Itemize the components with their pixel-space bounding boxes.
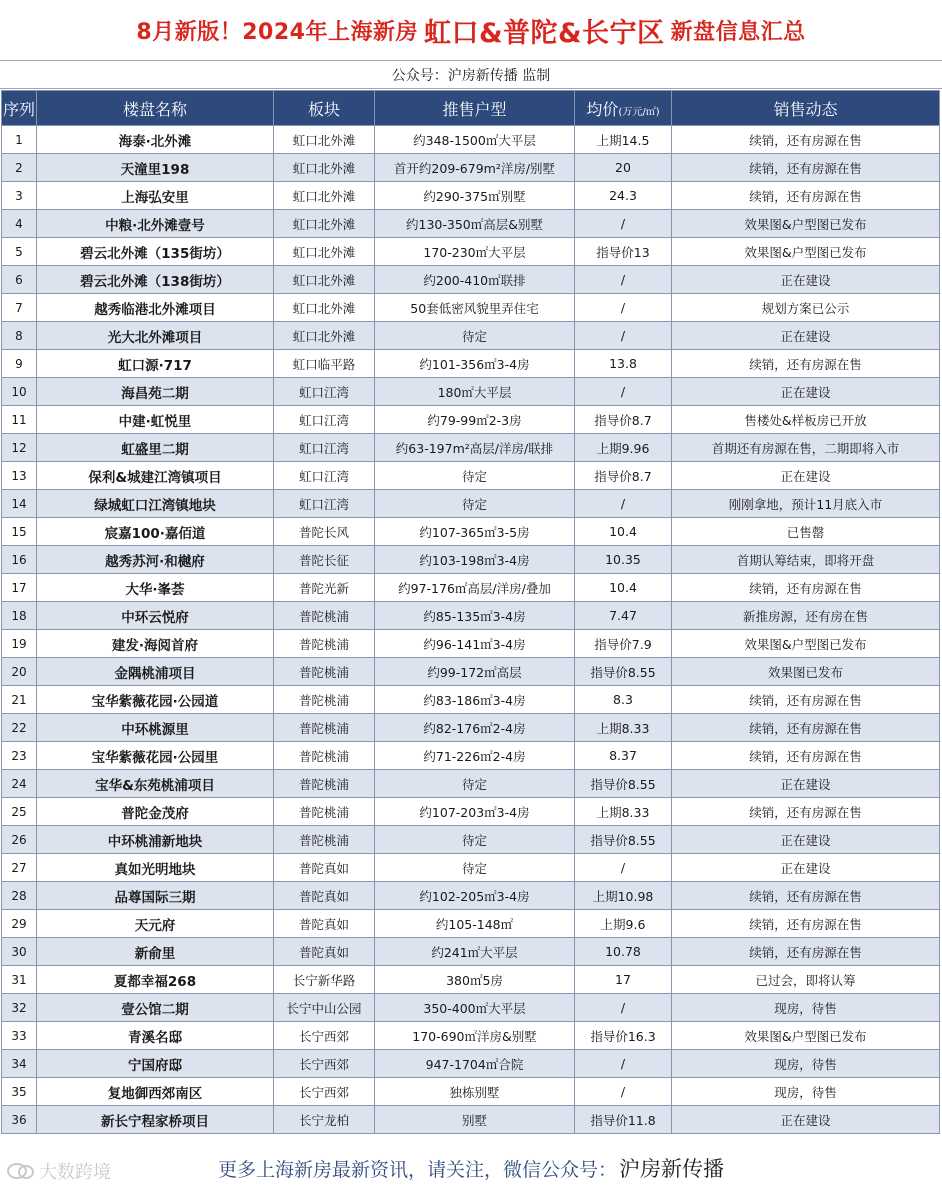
cell-seq: 12	[2, 434, 37, 462]
cell-price: /	[575, 1050, 672, 1078]
header-units: 推售户型	[375, 91, 575, 126]
cell-seq: 32	[2, 994, 37, 1022]
cell-block: 普陀光新	[274, 574, 375, 602]
cell-price: 指导价13	[575, 238, 672, 266]
cell-seq: 14	[2, 490, 37, 518]
cell-seq: 4	[2, 210, 37, 238]
cell-status: 正在建设	[672, 322, 940, 350]
cell-block: 虹口北外滩	[274, 210, 375, 238]
cell-seq: 3	[2, 182, 37, 210]
header-status: 销售动态	[672, 91, 940, 126]
table-row	[2, 1050, 940, 1078]
cell-name: 虹盛里二期	[37, 434, 274, 462]
cell-price: 20	[575, 154, 672, 182]
cell-units: 约105-148㎡	[375, 910, 575, 938]
cell-units: 170-690㎡洋房&别墅	[375, 1022, 575, 1050]
cell-name: 海泰·北外滩	[37, 126, 274, 154]
cell-status: 续销，还有房源在售	[672, 574, 940, 602]
cell-name: 上海弘安里	[37, 182, 274, 210]
table-row	[2, 826, 940, 854]
cell-seq: 21	[2, 686, 37, 714]
footer-text: 更多上海新房最新资讯，请关注，微信公众号：	[217, 1158, 617, 1181]
cell-price: 10.35	[575, 546, 672, 574]
table-body	[2, 126, 940, 1134]
table-row	[2, 1022, 940, 1050]
cell-units: 约82-176㎡2-4房	[375, 714, 575, 742]
cell-units: 约102-205㎡3-4房	[375, 882, 575, 910]
cell-status: 正在建设	[672, 462, 940, 490]
cell-name: 品尊国际三期	[37, 882, 274, 910]
table-row	[2, 518, 940, 546]
cell-status: 正在建设	[672, 266, 940, 294]
cell-block: 普陀桃浦	[274, 742, 375, 770]
cell-price: /	[575, 854, 672, 882]
cell-units: 独栋别墅	[375, 1078, 575, 1106]
table-row	[2, 714, 940, 742]
cell-status: 续销，还有房源在售	[672, 182, 940, 210]
cell-units: 约107-203㎡3-4房	[375, 798, 575, 826]
cell-price: /	[575, 294, 672, 322]
cell-units: 约101-356㎡3-4房	[375, 350, 575, 378]
cell-block: 虹口江湾	[274, 462, 375, 490]
cell-price: 上期9.6	[575, 910, 672, 938]
cell-block: 长宁中山公园	[274, 994, 375, 1022]
cell-seq: 33	[2, 1022, 37, 1050]
table-row	[2, 462, 940, 490]
cell-units: 待定	[375, 322, 575, 350]
cell-price: 24.3	[575, 182, 672, 210]
cell-block: 普陀真如	[274, 910, 375, 938]
cell-units: 约71-226㎡2-4房	[375, 742, 575, 770]
table-row	[2, 742, 940, 770]
table-row	[2, 154, 940, 182]
cell-status: 正在建设	[672, 1106, 940, 1134]
table-row	[2, 686, 940, 714]
cell-units: 待定	[375, 826, 575, 854]
cell-units: 约290-375㎡别墅	[375, 182, 575, 210]
cell-name: 大华·峯荟	[37, 574, 274, 602]
cell-units: 待定	[375, 490, 575, 518]
cell-units: 约200-410㎡联排	[375, 266, 575, 294]
cell-seq: 15	[2, 518, 37, 546]
cell-units: 约130-350㎡高层&别墅	[375, 210, 575, 238]
cell-name: 保利&城建江湾镇项目	[37, 462, 274, 490]
cell-price: 指导价8.55	[575, 826, 672, 854]
cell-price: 10.78	[575, 938, 672, 966]
cell-seq: 22	[2, 714, 37, 742]
table-row	[2, 854, 940, 882]
table-row	[2, 350, 940, 378]
cell-block: 普陀桃浦	[274, 714, 375, 742]
cell-block: 长宁新华路	[274, 966, 375, 994]
table-row	[2, 182, 940, 210]
header-price	[575, 91, 672, 126]
cell-units: 180㎡大平层	[375, 378, 575, 406]
cell-status: 效果图&户型图已发布	[672, 1022, 940, 1050]
cell-status: 续销，还有房源在售	[672, 350, 940, 378]
cell-status: 续销，还有房源在售	[672, 686, 940, 714]
cell-seq: 6	[2, 266, 37, 294]
cell-price: 指导价11.8	[575, 1106, 672, 1134]
cell-status: 新推房源，还有房在售	[672, 602, 940, 630]
cell-price: 上期9.96	[575, 434, 672, 462]
cell-block: 长宁西郊	[274, 1050, 375, 1078]
cell-units: 947-1704㎡合院	[375, 1050, 575, 1078]
cell-units: 约79-99㎡2-3房	[375, 406, 575, 434]
cell-name: 光大北外滩项目	[37, 322, 274, 350]
cell-seq: 23	[2, 742, 37, 770]
cell-price: 指导价8.55	[575, 658, 672, 686]
cell-block: 长宁西郊	[274, 1078, 375, 1106]
header-seq: 序列	[2, 91, 37, 126]
cell-price: 指导价8.7	[575, 406, 672, 434]
cell-name: 壹公馆二期	[37, 994, 274, 1022]
cell-seq: 27	[2, 854, 37, 882]
cell-block: 虹口江湾	[274, 490, 375, 518]
table-row	[2, 574, 940, 602]
header-block: 板块	[274, 91, 375, 126]
cell-units: 约63-197m²高层/洋房/联排	[375, 434, 575, 462]
cell-price: 上期8.33	[575, 798, 672, 826]
cell-name: 中环云悦府	[37, 602, 274, 630]
title-suffix: 新盘信息汇总	[670, 19, 806, 45]
cell-seq: 13	[2, 462, 37, 490]
cell-status: 效果图&户型图已发布	[672, 210, 940, 238]
table-row	[2, 378, 940, 406]
cell-units: 约241㎡大平层	[375, 938, 575, 966]
cell-seq: 16	[2, 546, 37, 574]
cell-name: 建发·海阅首府	[37, 630, 274, 658]
cell-block: 普陀桃浦	[274, 770, 375, 798]
cell-block: 虹口江湾	[274, 378, 375, 406]
cell-seq: 9	[2, 350, 37, 378]
cell-units: 待定	[375, 462, 575, 490]
cell-price: 上期8.33	[575, 714, 672, 742]
cell-status: 续销，还有房源在售	[672, 126, 940, 154]
cell-seq: 1	[2, 126, 37, 154]
cell-status: 正在建设	[672, 378, 940, 406]
footer-account: 沪房新传播	[619, 1157, 724, 1181]
table-row	[2, 994, 940, 1022]
table-row	[2, 238, 940, 266]
cell-price: /	[575, 322, 672, 350]
cell-units: 待定	[375, 770, 575, 798]
table-row	[2, 294, 940, 322]
cell-price: 指导价8.7	[575, 462, 672, 490]
cell-name: 碧云北外滩（138街坊）	[37, 266, 274, 294]
cell-seq: 8	[2, 322, 37, 350]
watermark-text: 大数跨境	[39, 1162, 111, 1183]
cell-name: 越秀苏河·和樾府	[37, 546, 274, 574]
cell-price: /	[575, 490, 672, 518]
cell-block: 虹口北外滩	[274, 322, 375, 350]
cell-seq: 28	[2, 882, 37, 910]
cell-name: 宝华&东苑桃浦项目	[37, 770, 274, 798]
cell-seq: 20	[2, 658, 37, 686]
cell-units: 别墅	[375, 1106, 575, 1134]
cell-units: 380㎡5房	[375, 966, 575, 994]
table-row	[2, 602, 940, 630]
cell-price: 13.8	[575, 350, 672, 378]
cell-block: 普陀真如	[274, 854, 375, 882]
cell-name: 天潼里198	[37, 154, 274, 182]
cell-price: /	[575, 1078, 672, 1106]
cell-block: 普陀真如	[274, 938, 375, 966]
cell-seq: 25	[2, 798, 37, 826]
table-row	[2, 966, 940, 994]
cell-units: 约96-141㎡3-4房	[375, 630, 575, 658]
cell-block: 虹口江湾	[274, 406, 375, 434]
cell-block: 虹口临平路	[274, 350, 375, 378]
cell-seq: 31	[2, 966, 37, 994]
cell-units: 约99-172㎡高层	[375, 658, 575, 686]
cell-seq: 11	[2, 406, 37, 434]
cell-seq: 30	[2, 938, 37, 966]
cell-price: /	[575, 994, 672, 1022]
cell-name: 普陀金茂府	[37, 798, 274, 826]
table-row	[2, 322, 940, 350]
cell-block: 虹口北外滩	[274, 238, 375, 266]
cell-units: 约107-365㎡3-5房	[375, 518, 575, 546]
table-row	[2, 1106, 940, 1134]
cell-name: 虹口源·717	[37, 350, 274, 378]
title-prefix: 8月新版！2024年上海新房	[136, 19, 418, 45]
cell-status: 正在建设	[672, 854, 940, 882]
table-row	[2, 266, 940, 294]
cell-status: 现房，待售	[672, 1050, 940, 1078]
cell-status: 续销，还有房源在售	[672, 882, 940, 910]
cell-name: 新俞里	[37, 938, 274, 966]
watermark-logo-icon	[6, 1161, 36, 1181]
cell-name: 宝华紫薇花园·公园道	[37, 686, 274, 714]
cell-name: 中环桃浦新地块	[37, 826, 274, 854]
cell-status: 已售罄	[672, 518, 940, 546]
cell-price: 10.4	[575, 574, 672, 602]
cell-seq: 10	[2, 378, 37, 406]
cell-units: 约85-135㎡3-4房	[375, 602, 575, 630]
cell-price: 指导价7.9	[575, 630, 672, 658]
cell-name: 天元府	[37, 910, 274, 938]
cell-seq: 7	[2, 294, 37, 322]
cell-name: 越秀临港北外滩项目	[37, 294, 274, 322]
cell-units: 约348-1500㎡大平层	[375, 126, 575, 154]
table-row	[2, 770, 940, 798]
table-row	[2, 546, 940, 574]
cell-block: 虹口北外滩	[274, 126, 375, 154]
cell-name: 夏都幸福268	[37, 966, 274, 994]
cell-seq: 35	[2, 1078, 37, 1106]
cell-status: 正在建设	[672, 770, 940, 798]
cell-block: 普陀桃浦	[274, 826, 375, 854]
cell-block: 长宁西郊	[274, 1022, 375, 1050]
cell-block: 普陀长征	[274, 546, 375, 574]
cell-status: 首期还有房源在售，二期即将入市	[672, 434, 940, 462]
cell-name: 中环桃源里	[37, 714, 274, 742]
cell-status: 续销，还有房源在售	[672, 154, 940, 182]
table-row	[2, 798, 940, 826]
cell-status: 效果图&户型图已发布	[672, 238, 940, 266]
table-row	[2, 490, 940, 518]
cell-status: 续销，还有房源在售	[672, 910, 940, 938]
cell-name: 真如光明地块	[37, 854, 274, 882]
cell-block: 虹口北外滩	[274, 266, 375, 294]
watermark	[6, 1158, 111, 1184]
cell-price: 上期10.98	[575, 882, 672, 910]
cell-block: 长宁龙柏	[274, 1106, 375, 1134]
table-row	[2, 630, 940, 658]
cell-seq: 24	[2, 770, 37, 798]
cell-price: 上期14.5	[575, 126, 672, 154]
header-name: 楼盘名称	[37, 91, 274, 126]
cell-units: 350-400㎡大平层	[375, 994, 575, 1022]
cell-status: 续销，还有房源在售	[672, 742, 940, 770]
cell-seq: 18	[2, 602, 37, 630]
table-header-row	[2, 91, 940, 126]
cell-block: 虹口北外滩	[274, 154, 375, 182]
table-row	[2, 434, 940, 462]
cell-price: 7.47	[575, 602, 672, 630]
header-price-unit: (万元/㎡)	[618, 106, 660, 118]
cell-seq: 5	[2, 238, 37, 266]
cell-name: 复地御西郊南区	[37, 1078, 274, 1106]
cell-price: 8.3	[575, 686, 672, 714]
cell-status: 效果图已发布	[672, 658, 940, 686]
cell-seq: 29	[2, 910, 37, 938]
cell-name: 中粮·北外滩壹号	[37, 210, 274, 238]
cell-status: 现房，待售	[672, 1078, 940, 1106]
cell-seq: 26	[2, 826, 37, 854]
title-highlight: 虹口&普陀&长宁区	[423, 17, 665, 49]
cell-block: 普陀桃浦	[274, 798, 375, 826]
table-row	[2, 1078, 940, 1106]
cell-price: /	[575, 266, 672, 294]
cell-name: 海昌苑二期	[37, 378, 274, 406]
cell-price: 10.4	[575, 518, 672, 546]
cell-status: 首期认筹结束，即将开盘	[672, 546, 940, 574]
cell-name: 中建·虹悦里	[37, 406, 274, 434]
footer	[0, 1148, 942, 1188]
cell-name: 宁国府邸	[37, 1050, 274, 1078]
cell-name: 新长宁程家桥项目	[37, 1106, 274, 1134]
cell-block: 虹口北外滩	[274, 294, 375, 322]
cell-units: 50套低密风貌里弄住宅	[375, 294, 575, 322]
cell-block: 普陀长风	[274, 518, 375, 546]
cell-units: 约83-186㎡3-4房	[375, 686, 575, 714]
cell-price: /	[575, 210, 672, 238]
page-title	[0, 0, 942, 60]
cell-block: 虹口北外滩	[274, 182, 375, 210]
table-row	[2, 126, 940, 154]
cell-name: 宸嘉100·嘉佰道	[37, 518, 274, 546]
cell-block: 普陀桃浦	[274, 602, 375, 630]
cell-block: 普陀桃浦	[274, 658, 375, 686]
cell-units: 首开约209-679m²洋房/别墅	[375, 154, 575, 182]
cell-name: 宝华紫薇花园·公园里	[37, 742, 274, 770]
cell-name: 青溪名邸	[37, 1022, 274, 1050]
cell-status: 续销，还有房源在售	[672, 798, 940, 826]
cell-seq: 34	[2, 1050, 37, 1078]
cell-status: 规划方案已公示	[672, 294, 940, 322]
cell-status: 效果图&户型图已发布	[672, 630, 940, 658]
cell-seq: 2	[2, 154, 37, 182]
cell-status: 刚刚拿地，预计11月底入市	[672, 490, 940, 518]
cell-seq: 19	[2, 630, 37, 658]
table-row	[2, 938, 940, 966]
cell-status: 现房，待售	[672, 994, 940, 1022]
cell-status: 续销，还有房源在售	[672, 938, 940, 966]
table-row	[2, 658, 940, 686]
cell-block: 虹口江湾	[274, 434, 375, 462]
cell-status: 正在建设	[672, 826, 940, 854]
cell-name: 绿城虹口江湾镇地块	[37, 490, 274, 518]
cell-price: 指导价8.55	[575, 770, 672, 798]
cell-block: 普陀桃浦	[274, 686, 375, 714]
cell-status: 续销，还有房源在售	[672, 714, 940, 742]
cell-units: 约97-176㎡高层/洋房/叠加	[375, 574, 575, 602]
cell-status: 已过会，即将认筹	[672, 966, 940, 994]
cell-block: 普陀桃浦	[274, 630, 375, 658]
cell-seq: 36	[2, 1106, 37, 1134]
cell-units: 待定	[375, 854, 575, 882]
cell-price: 8.37	[575, 742, 672, 770]
cell-price: 指导价16.3	[575, 1022, 672, 1050]
cell-seq: 17	[2, 574, 37, 602]
cell-name: 碧云北外滩（135街坊）	[37, 238, 274, 266]
cell-price: /	[575, 378, 672, 406]
listings-table	[1, 90, 940, 1134]
cell-price: 17	[575, 966, 672, 994]
cell-units: 170-230㎡大平层	[375, 238, 575, 266]
cell-units: 约103-198㎡3-4房	[375, 546, 575, 574]
table-row	[2, 910, 940, 938]
cell-status: 售楼处&样板房已开放	[672, 406, 940, 434]
subtitle: 公众号：沪房新传播 监制	[0, 60, 942, 89]
table-row	[2, 210, 940, 238]
cell-name: 金隅桃浦项目	[37, 658, 274, 686]
table-row	[2, 882, 940, 910]
table-row	[2, 406, 940, 434]
cell-block: 普陀真如	[274, 882, 375, 910]
header-price-label: 均价	[586, 99, 619, 119]
